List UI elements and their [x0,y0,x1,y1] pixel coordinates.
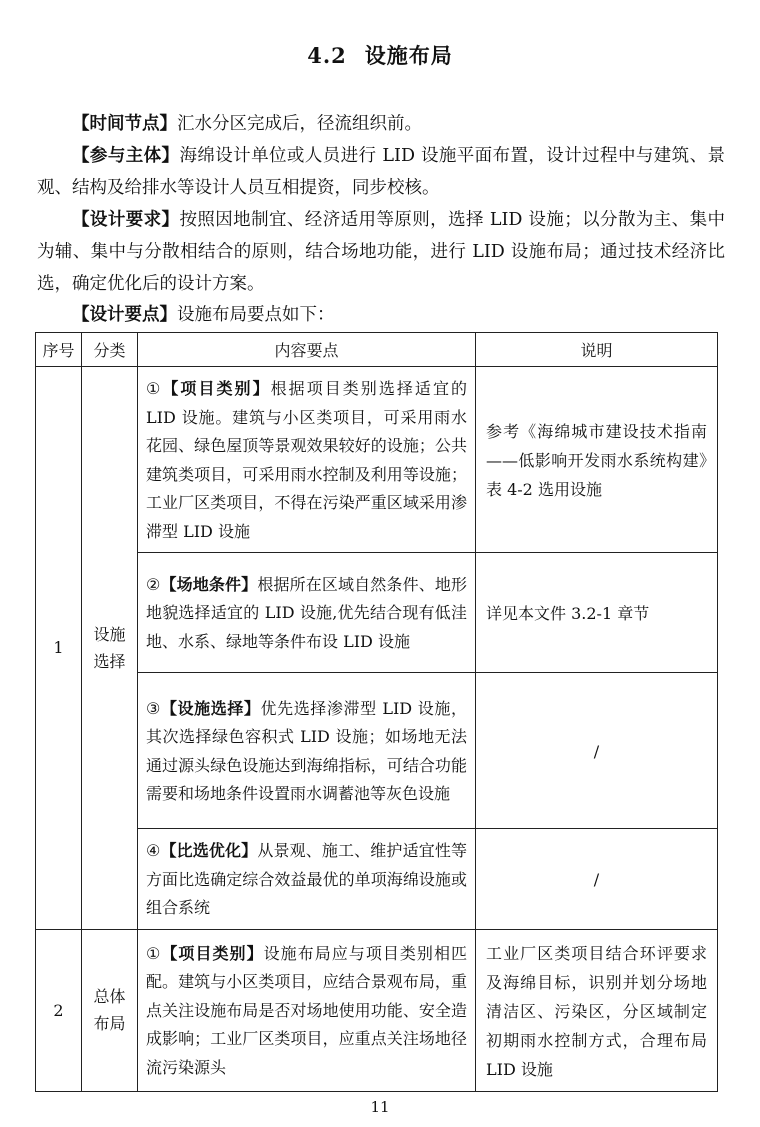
item-label: 【项目类别】 [162,379,271,398]
page-number: 11 [370,1098,390,1116]
header-category: 分类 [82,333,138,367]
table-row [36,829,718,930]
note-cell: 详见本文件 3.2-1 章节 [476,553,718,673]
category-label: 设施 选择 [93,624,126,671]
item-marker: ③ [146,698,161,718]
item-text: 根据项目类别选择适宜的 LID 设施。建筑与小区类项目，可采用雨水花园、绿色屋顶等景观效果较好的设施；公共建筑类项目，可采用雨水控制及利用等设施；工业厂区类项目，不得在污染严重区域采用渗滞型 LID 设施 [146,379,467,541]
item-marker: ② [146,574,161,594]
item-text: 设施布局应与项目类别相匹配。建筑与小区类项目，应结合景观布局，重点关注设施布局是否对场地使用功能、安全造成影响；工业厂区类项目，应重点关注场地径流污染源头 [146,943,467,1077]
note-cell: / [476,829,718,930]
section-title-text: 设施布局 [364,43,453,68]
key-point-cell [138,829,476,930]
item-marker: ① [146,379,163,398]
item-marker: ① [146,943,162,963]
table-row [36,553,718,673]
row-number: 2 [36,929,82,1091]
item-label: 【场地条件】 [160,574,258,594]
item-text: 根据所在区域自然条件、地形地貌选择适宜的 LID 设施,优先结合现有低洼地、水系、绿地等条件布设 LID 设施 [146,574,467,651]
item-marker: ④ [146,841,161,860]
key-point-cell [138,367,476,553]
header-num: 序号 [36,333,82,367]
paragraph-participants [37,140,725,204]
header-key-points: 内容要点 [138,333,476,367]
key-point-cell [138,553,476,673]
note-cell: / [476,673,718,829]
paragraph-label: 【设计要点】 [72,305,177,325]
item-label: 【项目类别】 [161,943,264,963]
table-row [36,673,718,829]
paragraph-label: 【参与主体】 [72,146,180,166]
paragraph-time-node [37,108,725,140]
paragraph-text: 设施布局要点如下： [177,305,335,325]
paragraph-design-points [37,299,725,331]
paragraph-label: 【设计要求】 [72,210,180,230]
paragraph-text: 汇水分区完成后，径流组织前。 [177,114,422,134]
section-number: 4.2 [307,43,347,68]
item-label: 【比选优化】 [160,841,258,860]
section-title [0,40,760,70]
paragraph-design-requirements [37,204,725,300]
table-row [36,929,718,1091]
row-category [82,367,138,930]
paragraph-label: 【时间节点】 [72,114,177,134]
header-notes: 说明 [476,333,718,367]
paragraph-text: 海绵设计单位或人员进行 LID 设施平面布置，设计过程中与建筑、景观、结构及给排水等设计人员互相提资，同步校核。 [37,146,725,198]
key-point-cell [138,673,476,829]
note-cell: 工业厂区类项目结合环评要求及海绵目标，识别并划分场地清洁区、污染区，分区域制定初期雨水控制方式，合理布局 LID 设施 [476,929,718,1091]
item-label: 【设施选择】 [160,698,261,718]
row-number: 1 [36,367,82,930]
item-text: 从景观、施工、维护适宜性等方面比选确定综合效益最优的单项海绵设施或组合系统 [146,841,467,917]
table-row [36,367,718,553]
table-header-row [36,333,718,367]
key-point-cell [138,929,476,1091]
category-label: 总体 布局 [93,987,126,1033]
design-points-table [35,332,718,1092]
item-text: 优先选择渗滞型 LID 设施，其次选择绿色容积式 LID 设施；如场地无法通过源头绿色设施达到海绵指标，可结合功能需要和场地条件设置雨水调蓄池等灰色设施 [146,698,467,803]
paragraph-text: 按照因地制宜、经济适用等原则，选择 LID 设施；以分散为主、集中为辅、集中与分散相结合的原则，结合场地功能，进行 LID 设施布局；通过技术经济比选，确定优化后的设计方案。 [37,210,725,294]
note-cell: 参考《海绵城市建设技术指南——低影响开发雨水系统构建》表 4-2 选用设施 [476,367,718,553]
row-category [82,929,138,1091]
